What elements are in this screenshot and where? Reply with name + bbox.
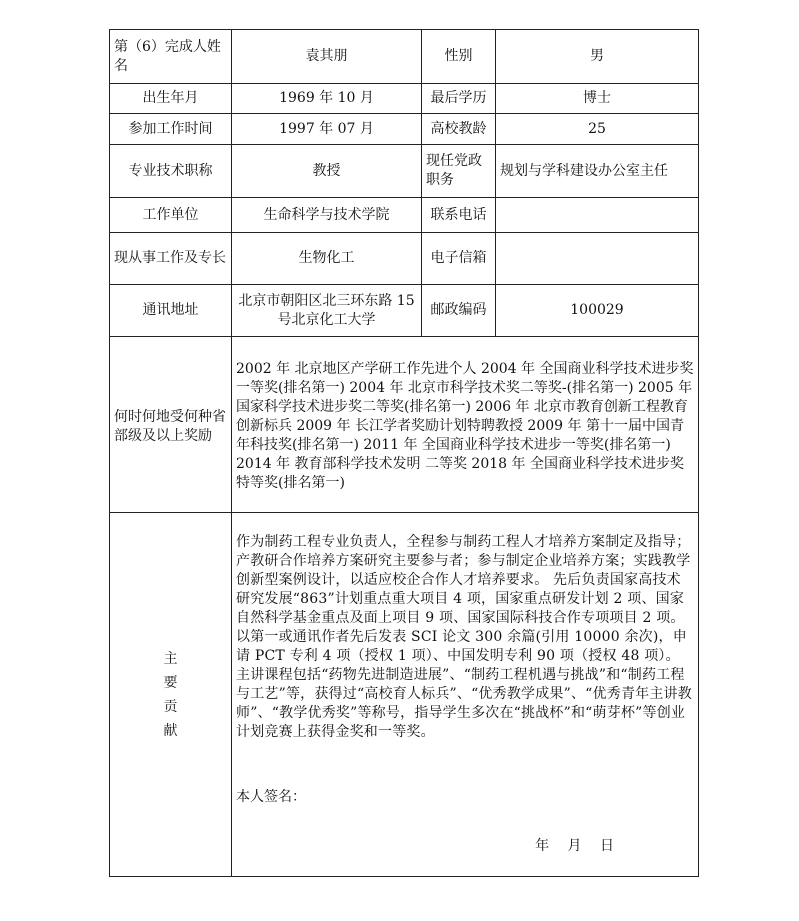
label-unit: 工作单位 <box>110 198 232 233</box>
value-teaching-years: 25 <box>496 114 699 145</box>
value-email <box>496 233 699 285</box>
contribution-label-char: 献 <box>163 722 178 739</box>
contribution-label <box>114 647 227 743</box>
value-specialty: 生物化工 <box>232 233 422 285</box>
label-address: 通讯地址 <box>110 285 232 337</box>
value-awards: 2002 年 北京地区产学研工作先进个人 2004 年 全国商业科学技术进步奖一等奖(排名第一) 2004 年 北京市科学技术奖二等奖-(排名第一) 2005 年 国家科学技术进步奖二等奖(排名第一) 2006 年 北京市教育创新工程教育创新标兵 2009 年 长江学者奖励计划特聘教授 2009 年 第十一届中国青年科技奖(排名第一) 2011 年 全国商业科学技术进步一等奖(排名第一) 2014 年 教育部科学技术发明 二等奖 2018 年 全国商业科学技术进步奖特等奖(排名第一) <box>232 337 699 513</box>
date-label: 年 月 日 <box>535 838 614 854</box>
signature-block <box>236 742 694 862</box>
label-phone: 联系电话 <box>422 198 496 233</box>
label-gender: 性别 <box>422 30 496 84</box>
label-awards: 何时何地受何种省部级及以上奖励 <box>110 337 232 513</box>
value-postcode: 100029 <box>496 285 699 337</box>
value-position: 规划与学科建设办公室主任 <box>496 145 699 198</box>
value-education: 博士 <box>496 84 699 114</box>
value-name: 袁其朋 <box>232 30 422 84</box>
value-title: 教授 <box>232 145 422 198</box>
value-phone <box>496 198 699 233</box>
label-specialty: 现从事工作及专长 <box>110 233 232 285</box>
row-title <box>110 145 699 198</box>
value-unit: 生命科学与技术学院 <box>232 198 422 233</box>
form-sheet <box>109 29 698 877</box>
row-name <box>110 30 699 84</box>
label-work-start: 参加工作时间 <box>110 114 232 145</box>
value-contribution <box>232 513 699 877</box>
row-birth <box>110 84 699 114</box>
label-title: 专业技术职称 <box>110 145 232 198</box>
personal-info-table <box>109 29 699 877</box>
label-teaching-years: 高校教龄 <box>422 114 496 145</box>
row-work-start <box>110 114 699 145</box>
label-contribution <box>110 513 232 877</box>
value-address: 北京市朝阳区北三环东路 15 号北京化工大学 <box>232 285 422 337</box>
label-postcode: 邮政编码 <box>422 285 496 337</box>
contribution-label-char: 贡 <box>163 698 178 715</box>
value-work-start: 1997 年 07 月 <box>232 114 422 145</box>
row-specialty <box>110 233 699 285</box>
value-birth: 1969 年 10 月 <box>232 84 422 114</box>
signature-label: 本人签名： <box>236 789 306 805</box>
contribution-text: 作为制药工程专业负责人，全程参与制药工程人才培养方案制定及指导；产教研合作培养方案研究主要参与者；参与制定企业培养方案；实践教学创新型案例设计，以适应校企合作人才培养要求。 先后负责国家高技术研究发展“863”计划重点重大项目 4 项，国家重点研发计划 2 项、国家自然科学基金重点及面上项目 9 项、国家国际科技合作专项项目 2 项。以第一或通讯作者先后发表 SCI 论文 300 余篇(引用 10000 余次)，申请 PCT 专利 4 项（授权 1 项）、中国发明专利 90 项（授权 48 项）。 主讲课程包括“药物先进制造进展”、“制药工程机遇与挑战”和“制药工程与工艺”等，获得过“高校育人标兵”、“优秀教学成果”、“优秀青年主讲教师”、“教学优秀奖”等称号，指导学生多次在“挑战杯”和“萌芽杯”等创业计划竞赛上获得金奖和一等奖。 <box>236 534 692 740</box>
label-email: 电子信箱 <box>422 233 496 285</box>
value-gender: 男 <box>496 30 699 84</box>
label-education: 最后学历 <box>422 84 496 114</box>
row-address <box>110 285 699 337</box>
contribution-label-char: 要 <box>163 674 178 691</box>
row-unit <box>110 198 699 233</box>
label-birth: 出生年月 <box>110 84 232 114</box>
row-contribution <box>110 513 699 877</box>
row-awards <box>110 337 699 513</box>
label-name: 第（6）完成人姓名 <box>110 30 232 84</box>
contribution-label-char: 主 <box>163 650 178 667</box>
label-position: 现任党政职务 <box>422 145 496 198</box>
